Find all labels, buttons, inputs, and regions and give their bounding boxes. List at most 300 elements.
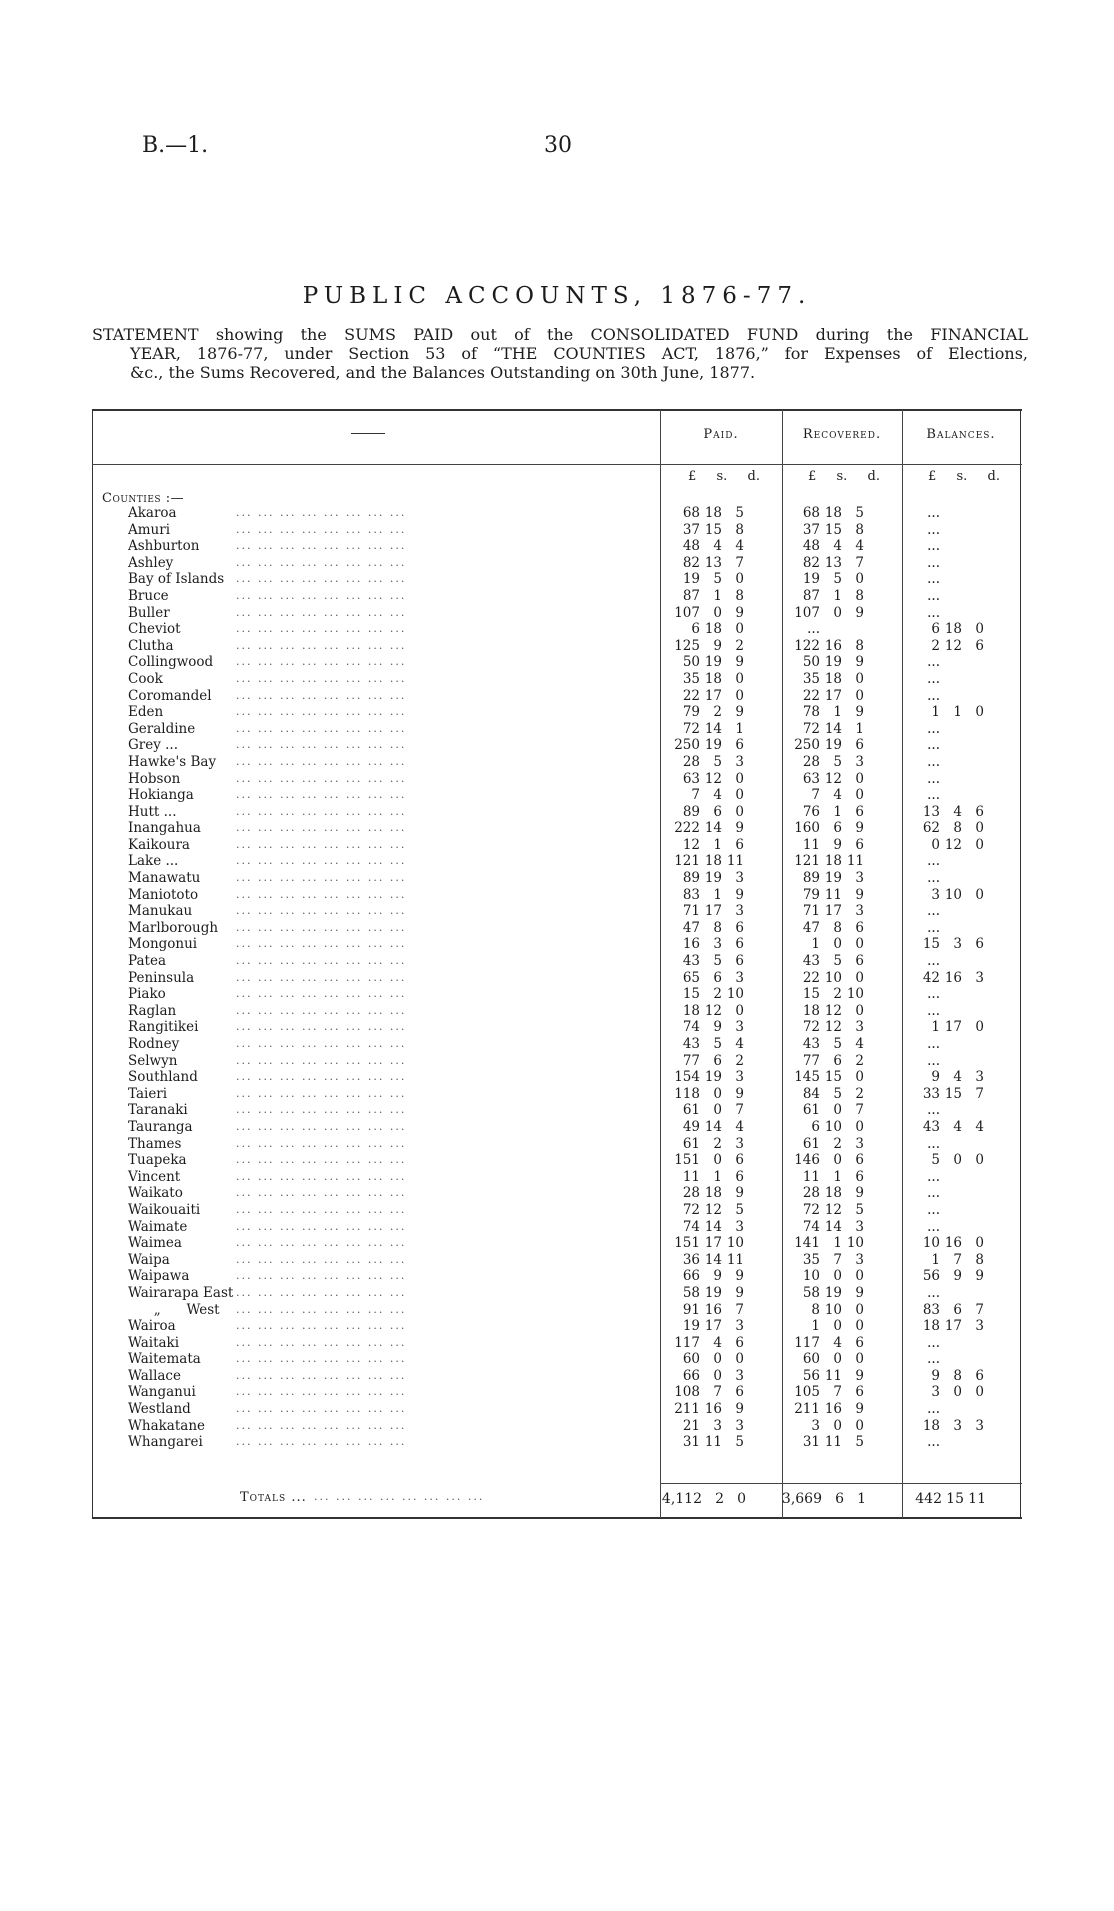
- leader-dots: ... ... ... ... ... ... ... ...: [236, 954, 407, 968]
- amount-pence: 3: [735, 1019, 744, 1036]
- amount-paid: [666, 887, 744, 904]
- amount-pence: [962, 1136, 984, 1153]
- amount-shillings: 17: [824, 903, 842, 920]
- amount-pounds: 56: [922, 1268, 940, 1285]
- amount-recovered: [786, 1401, 864, 1418]
- amount-shillings: 1: [833, 587, 842, 604]
- amount-shillings: 2: [833, 1135, 842, 1152]
- table-row: [92, 1418, 1022, 1435]
- amount-paid: [666, 1119, 744, 1136]
- amount-paid: [666, 853, 744, 870]
- county-name: Grey ...: [128, 737, 179, 754]
- amount-shillings: [940, 920, 962, 937]
- amount-shillings: 16: [824, 637, 842, 654]
- amount-balance: [906, 837, 984, 854]
- header-rule: [92, 464, 1022, 465]
- leader-dots: ... ... ... ... ... ... ... ...: [236, 1319, 407, 1333]
- amount-pounds: 15: [802, 986, 820, 1003]
- amount-shillings: [940, 953, 962, 970]
- amount-paid: [666, 1384, 744, 1401]
- amount-shillings: [940, 1003, 962, 1020]
- amount-pence: 8: [735, 587, 744, 604]
- amount-recovered: [786, 571, 864, 588]
- amount-pounds: 31: [802, 1434, 820, 1451]
- amount-balance: [906, 605, 984, 622]
- totals-recovered-pounds: 3,669: [781, 1491, 822, 1507]
- amount-shillings: 14: [704, 1118, 722, 1135]
- amount-pence: [962, 1335, 984, 1352]
- amount-pounds: 43: [682, 953, 700, 970]
- amount-pounds: 84: [802, 1085, 820, 1102]
- amount-shillings: 15: [824, 521, 842, 538]
- leader-dots: ... ... ... ... ... ... ... ...: [236, 1418, 407, 1432]
- amount-recovered: [786, 903, 864, 920]
- amount-recovered: [786, 1019, 864, 1036]
- amount-pence: 3: [975, 969, 984, 986]
- amount-pence: [962, 522, 984, 539]
- amount-pence: 10: [726, 1235, 744, 1252]
- amount-balance: [906, 920, 984, 937]
- leader-dots: ... ... ... ... ... ... ... ...: [236, 1136, 407, 1150]
- amount-pounds: 3: [931, 886, 940, 903]
- amount-pounds: 61: [802, 1102, 820, 1119]
- amount-recovered: [786, 638, 864, 655]
- amount-pence: 6: [975, 803, 984, 820]
- county-name: Waimea: [128, 1235, 182, 1252]
- county-name: Coromandel: [128, 687, 212, 704]
- amount-recovered: [786, 920, 864, 937]
- amount-recovered: [786, 804, 864, 821]
- amount-pounds: 122: [794, 637, 820, 654]
- statement-line-1: STATEMENT showing the SUMS PAID out of the CONSOLIDATED FUND during the FINANCIAL: [92, 325, 1028, 344]
- leader-dots: ... ... ... ... ... ... ... ...: [236, 638, 407, 652]
- table-row: [92, 1086, 1022, 1103]
- amount-balance: [906, 688, 984, 705]
- amount-shillings: 16: [704, 1401, 722, 1418]
- leader-dots: ... ... ... ... ... ... ... ...: [236, 506, 407, 519]
- county-name: Taranaki: [128, 1102, 188, 1119]
- amount-pence: 0: [735, 770, 744, 787]
- amount-pounds: 0: [931, 836, 940, 853]
- amount-pence: 3: [735, 1218, 744, 1235]
- amount-shillings: 12: [824, 770, 842, 787]
- table-row: [92, 671, 1022, 688]
- amount-pence: [962, 920, 984, 937]
- amount-shillings: 0: [953, 1384, 962, 1401]
- leader-dots: ... ... ... ... ... ... ... ...: [236, 539, 407, 553]
- amount-balance: [906, 1418, 984, 1435]
- amount-pence: [962, 787, 984, 804]
- amount-paid: [666, 820, 744, 837]
- amount-pounds: 121: [674, 853, 700, 870]
- amount-shillings: 11: [704, 1434, 722, 1451]
- county-name: Inangahua: [128, 820, 201, 837]
- amount-shillings: 9: [713, 1268, 722, 1285]
- table-row: [92, 1434, 1022, 1451]
- amount-paid: [666, 704, 744, 721]
- amount-pounds: ...: [927, 1052, 940, 1069]
- amount-shillings: 13: [824, 554, 842, 571]
- county-name: Collingwood: [128, 654, 214, 671]
- amount-pounds: 117: [794, 1334, 820, 1351]
- amount-pence: 10: [846, 1235, 864, 1252]
- amount-balance: [906, 1384, 984, 1401]
- amount-shillings: 18: [944, 621, 962, 638]
- amount-pounds: 71: [802, 903, 820, 920]
- amount-pounds: 83: [922, 1301, 940, 1318]
- amount-shillings: 2: [713, 986, 722, 1003]
- leader-dots: ... ... ... ... ... ... ... ...: [236, 1119, 407, 1133]
- amount-pounds: ...: [927, 1351, 940, 1368]
- amount-shillings: [940, 1351, 962, 1368]
- county-name: Wallace: [128, 1367, 181, 1384]
- amount-shillings: 3: [713, 936, 722, 953]
- amount-pence: 11: [726, 853, 744, 870]
- amount-pence: 3: [855, 753, 864, 770]
- amount-paid: [666, 986, 744, 1003]
- column-header-balances: Balances.: [926, 427, 996, 442]
- amount-paid: [666, 638, 744, 655]
- amount-balance: [906, 1318, 984, 1335]
- amount-recovered: [786, 505, 864, 522]
- amount-pounds: ...: [927, 1284, 940, 1301]
- totals-recovered-pence: 1: [857, 1491, 866, 1507]
- amount-balance: [906, 1202, 984, 1219]
- county-name: Hutt ...: [128, 803, 177, 820]
- amount-pence: 9: [735, 1401, 744, 1418]
- table-row: [92, 1318, 1022, 1335]
- county-name: Kaikoura: [128, 836, 190, 853]
- totals-leader-dots: ... ... ... ... ... ... ... ...: [314, 1490, 485, 1503]
- amount-shillings: 0: [713, 1152, 722, 1169]
- amount-pounds: 42: [922, 969, 940, 986]
- amount-shillings: 0: [833, 1102, 842, 1119]
- table-row: [92, 1335, 1022, 1352]
- amount-pounds: 87: [802, 587, 820, 604]
- amount-pounds: ...: [927, 554, 940, 571]
- amount-pence: 10: [726, 986, 744, 1003]
- amount-pence: 6: [855, 836, 864, 853]
- amount-recovered: [786, 1335, 864, 1352]
- amount-pounds: 37: [682, 521, 700, 538]
- amount-pence: 3: [735, 753, 744, 770]
- amount-balance: [906, 1019, 984, 1036]
- totals-paid-shillings: 2: [715, 1491, 724, 1507]
- table-row: [92, 1401, 1022, 1418]
- amount-shillings: [940, 986, 962, 1003]
- amount-shillings: [940, 654, 962, 671]
- amount-shillings: 6: [713, 803, 722, 820]
- amount-pence: 8: [855, 521, 864, 538]
- amount-pounds: 250: [794, 737, 820, 754]
- leader-dots: ... ... ... ... ... ... ... ...: [236, 522, 407, 536]
- amount-paid: [666, 1302, 744, 1319]
- amount-paid: [666, 505, 744, 522]
- unit-pence: d.: [747, 469, 760, 484]
- leader-dots: ... ... ... ... ... ... ... ...: [236, 1086, 407, 1100]
- amount-pounds: 60: [682, 1351, 700, 1368]
- amount-pence: 2: [855, 1052, 864, 1069]
- statement-line-2: YEAR, 1876-77, under Section 53 of “THE COUNTIES ACT, 1876,” for Expenses of Elections,: [130, 344, 1028, 363]
- amount-pounds: 107: [674, 604, 700, 621]
- amount-pounds: ...: [927, 919, 940, 936]
- amount-pounds: ...: [927, 1135, 940, 1152]
- county-name: Thames: [128, 1135, 182, 1152]
- amount-pounds: ...: [807, 621, 820, 638]
- county-name: Buller: [128, 604, 170, 621]
- table-row: [92, 1235, 1022, 1252]
- amount-pounds: 1: [811, 1318, 820, 1335]
- amount-paid: [666, 522, 744, 539]
- amount-balance: [906, 936, 984, 953]
- table-row: [92, 853, 1022, 870]
- amount-pounds: 8: [811, 1301, 820, 1318]
- amount-pence: 6: [975, 637, 984, 654]
- amount-pounds: 72: [802, 1201, 820, 1218]
- amount-recovered: [786, 936, 864, 953]
- amount-recovered: [786, 970, 864, 987]
- amount-pounds: 6: [811, 1118, 820, 1135]
- amount-shillings: [820, 621, 842, 638]
- table-row: [92, 571, 1022, 588]
- statement-line-3: &c., the Sums Recovered, and the Balances Outstanding on 30th June, 1877.: [130, 363, 756, 382]
- amount-pounds: 6: [691, 621, 700, 638]
- table-row: [92, 1136, 1022, 1153]
- amount-shillings: 7: [833, 1251, 842, 1268]
- county-name: Patea: [128, 953, 166, 970]
- amount-pounds: ...: [927, 720, 940, 737]
- county-name: Ashburton: [128, 538, 200, 555]
- amount-shillings: 4: [953, 1118, 962, 1135]
- amount-pence: 0: [855, 969, 864, 986]
- leader-dots: ... ... ... ... ... ... ... ...: [236, 555, 407, 569]
- amount-paid: [666, 1418, 744, 1435]
- amount-pounds: 71: [682, 903, 700, 920]
- leader-dots: ... ... ... ... ... ... ... ...: [236, 1003, 407, 1017]
- county-name: Akaroa: [128, 505, 177, 521]
- county-name: Taieri: [128, 1085, 168, 1102]
- amount-pounds: ...: [927, 1002, 940, 1019]
- amount-pence: [962, 1434, 984, 1451]
- amount-shillings: 3: [953, 1417, 962, 1434]
- amount-pounds: ...: [927, 1185, 940, 1202]
- table-row: [92, 820, 1022, 837]
- amount-pence: 0: [975, 1235, 984, 1252]
- amount-pence: 6: [975, 1367, 984, 1384]
- amount-pence: [962, 1053, 984, 1070]
- county-name: Marlborough: [128, 919, 219, 936]
- amount-pence: 3: [975, 1318, 984, 1335]
- amount-shillings: [940, 505, 962, 522]
- table-row: [92, 1384, 1022, 1401]
- amount-pence: 5: [855, 1201, 864, 1218]
- amount-pence: 0: [975, 836, 984, 853]
- amount-pence: 0: [855, 1118, 864, 1135]
- amount-pence: 0: [735, 787, 744, 804]
- amount-pence: 4: [735, 1036, 744, 1052]
- amount-recovered: [786, 555, 864, 572]
- amount-pence: 6: [735, 1152, 744, 1169]
- leader-dots: ... ... ... ... ... ... ... ...: [236, 1037, 407, 1050]
- amount-paid: [666, 721, 744, 738]
- amount-pounds: 141: [794, 1235, 820, 1252]
- amount-shillings: 19: [704, 870, 722, 887]
- amount-pence: 3: [735, 1069, 744, 1086]
- amount-pounds: ...: [927, 670, 940, 687]
- amount-shillings: 12: [704, 1002, 722, 1019]
- table-row: [92, 621, 1022, 638]
- amount-shillings: 1: [833, 1168, 842, 1185]
- amount-shillings: 5: [713, 753, 722, 770]
- amount-shillings: [940, 1053, 962, 1070]
- amount-recovered: [786, 688, 864, 705]
- county-name: Manawatu: [128, 870, 201, 887]
- table-row: [92, 1019, 1022, 1036]
- amount-pence: 7: [735, 1102, 744, 1119]
- amount-balance: [906, 1119, 984, 1136]
- amount-pence: 8: [855, 587, 864, 604]
- amount-pence: 9: [855, 1367, 864, 1384]
- amount-pounds: 15: [682, 986, 700, 1003]
- amount-pounds: ...: [927, 737, 940, 754]
- amount-balance: [906, 1102, 984, 1119]
- amount-recovered: [786, 1235, 864, 1252]
- leader-dots: ... ... ... ... ... ... ... ...: [236, 804, 407, 818]
- amount-shillings: 0: [833, 1152, 842, 1169]
- amount-pounds: 12: [682, 836, 700, 853]
- amount-pounds: 58: [802, 1284, 820, 1301]
- amount-shillings: 0: [953, 1152, 962, 1169]
- table-row: [92, 1368, 1022, 1385]
- amount-shillings: [940, 1401, 962, 1418]
- amount-shillings: 12: [944, 637, 962, 654]
- table-row: [92, 588, 1022, 605]
- amount-pence: [962, 555, 984, 572]
- amount-pence: 9: [855, 654, 864, 671]
- table-row: [92, 555, 1022, 572]
- amount-shillings: 0: [713, 1367, 722, 1384]
- amount-pounds: 11: [802, 836, 820, 853]
- county-name: Vincent: [128, 1168, 181, 1185]
- amount-shillings: 4: [953, 1069, 962, 1086]
- amount-balance: [906, 737, 984, 754]
- amount-recovered: [786, 953, 864, 970]
- amount-shillings: 4: [713, 538, 722, 555]
- amount-paid: [666, 1019, 744, 1036]
- amount-pounds: ...: [927, 770, 940, 787]
- amount-paid: [666, 1219, 744, 1236]
- amount-balance: [906, 887, 984, 904]
- amount-pounds: ...: [927, 571, 940, 588]
- amount-pence: 4: [855, 538, 864, 555]
- amount-shillings: [940, 538, 962, 555]
- amount-pence: 3: [855, 1019, 864, 1036]
- amount-pence: 0: [975, 704, 984, 721]
- amount-pounds: 89: [682, 803, 700, 820]
- amount-pence: 3: [855, 903, 864, 920]
- county-name: Lake ...: [128, 853, 179, 870]
- table-border-bottom: [92, 1517, 1022, 1519]
- amount-paid: [666, 688, 744, 705]
- amount-pence: 0: [855, 770, 864, 787]
- county-name: Waikouaiti: [128, 1201, 201, 1218]
- amount-pence: 0: [735, 621, 744, 638]
- amount-paid: [666, 1268, 744, 1285]
- amount-shillings: [940, 771, 962, 788]
- leader-dots: ... ... ... ... ... ... ... ...: [236, 937, 407, 951]
- leader-dots: ... ... ... ... ... ... ... ...: [236, 1335, 407, 1349]
- amount-balance: [906, 638, 984, 655]
- amount-pence: 0: [855, 571, 864, 588]
- table-row: [92, 1302, 1022, 1319]
- amount-paid: [666, 737, 744, 754]
- amount-pounds: 211: [794, 1401, 820, 1418]
- amount-paid: [666, 1401, 744, 1418]
- amount-shillings: 7: [953, 1251, 962, 1268]
- amount-shillings: 12: [944, 836, 962, 853]
- amount-pence: 0: [855, 1318, 864, 1335]
- leader-dots: ... ... ... ... ... ... ... ...: [236, 1302, 407, 1316]
- totals-paid-pounds: 4,112: [661, 1491, 702, 1507]
- amount-balance: [906, 505, 984, 522]
- leader-dots: ... ... ... ... ... ... ... ...: [236, 721, 407, 735]
- amount-pence: [962, 754, 984, 771]
- amount-pounds: 56: [802, 1367, 820, 1384]
- amount-balance: [906, 588, 984, 605]
- amount-pounds: 118: [674, 1085, 700, 1102]
- amount-paid: [666, 953, 744, 970]
- amount-pounds: 250: [674, 737, 700, 754]
- amount-pence: 6: [855, 1334, 864, 1351]
- amount-paid: [666, 1318, 744, 1335]
- amount-shillings: [940, 555, 962, 572]
- amount-pounds: 91: [682, 1301, 700, 1318]
- county-name: „ West: [128, 1301, 220, 1318]
- amount-paid: [666, 1202, 744, 1219]
- amount-pounds: ...: [927, 521, 940, 538]
- amount-pence: 7: [975, 1085, 984, 1102]
- amount-paid: [666, 555, 744, 572]
- amount-shillings: 6: [713, 969, 722, 986]
- amount-recovered: [786, 1069, 864, 1086]
- amount-pence: 6: [855, 919, 864, 936]
- amount-shillings: 5: [713, 571, 722, 588]
- amount-pounds: ...: [927, 654, 940, 671]
- amount-shillings: 17: [704, 1235, 722, 1252]
- amount-pounds: 1: [811, 936, 820, 953]
- amount-recovered: [786, 1036, 864, 1053]
- amount-pence: [962, 1185, 984, 1202]
- amount-pence: 10: [846, 986, 864, 1003]
- amount-pounds: 19: [682, 571, 700, 588]
- amount-recovered: [786, 1368, 864, 1385]
- county-name: Wairoa: [128, 1318, 176, 1335]
- amount-pounds: 9: [931, 1069, 940, 1086]
- totals-balance-pence: 11: [968, 1491, 986, 1507]
- table-row: [92, 837, 1022, 854]
- amount-recovered: [786, 837, 864, 854]
- leader-dots: ... ... ... ... ... ... ... ...: [236, 987, 407, 1001]
- table-row: [92, 787, 1022, 804]
- amount-pence: 3: [735, 1135, 744, 1152]
- amount-pounds: 28: [682, 753, 700, 770]
- amount-pence: 0: [855, 1069, 864, 1086]
- table-row: [92, 887, 1022, 904]
- table-row: [92, 522, 1022, 539]
- amount-paid: [666, 936, 744, 953]
- unit-shilling: s.: [836, 469, 848, 484]
- amount-pence: [962, 538, 984, 555]
